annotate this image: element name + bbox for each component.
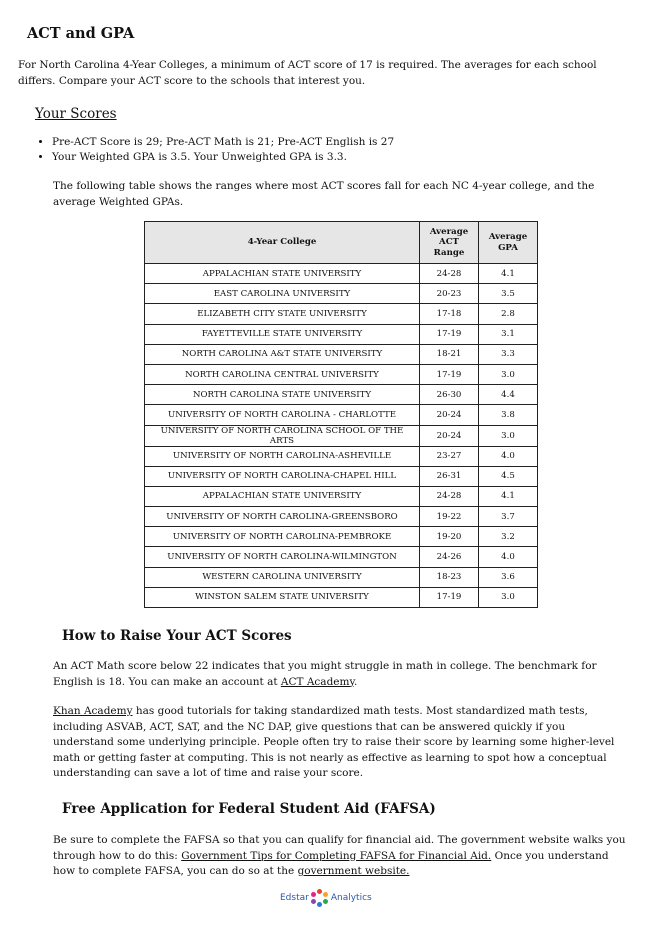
logo-brand-left: Edstar (280, 893, 309, 903)
college-name-cell: NORTH CAROLINA CENTRAL UNIVERSITY (145, 364, 420, 384)
act-range-cell: 17-19 (420, 324, 479, 344)
act-range-cell: 23-27 (420, 446, 479, 466)
act-range-cell: 19-20 (420, 527, 479, 547)
table-row (145, 405, 538, 425)
table-body (145, 264, 538, 608)
college-name-cell: UNIVERSITY OF NORTH CAROLINA-GREENSBORO (145, 507, 420, 527)
gpa-cell: 2.8 (479, 304, 538, 324)
college-name-cell: UNIVERSITY OF NORTH CAROLINA - CHARLOTTE (145, 405, 420, 425)
college-name-cell: UNIVERSITY OF NORTH CAROLINA-CHAPEL HILL (145, 466, 420, 486)
college-name-cell: UNIVERSITY OF NORTH CAROLINA SCHOOL OF THE ARTS (145, 425, 420, 446)
fafsa-heading: Free Application for Federal Student Aid (FAFSA) (62, 801, 436, 817)
table-row (145, 567, 538, 587)
header-act-range: Average ACT Range (420, 222, 479, 264)
college-name-cell: EAST CAROLINA UNIVERSITY (145, 284, 420, 304)
gpa-cell: 3.6 (479, 567, 538, 587)
score-item-gpa: • Your Weighted GPA is 3.5. Your Unweighted GPA is 3.3. (52, 150, 394, 165)
table-row (145, 324, 538, 344)
khan-academy-link[interactable]: Khan Academy (53, 705, 133, 717)
act-range-cell: 26-30 (420, 385, 479, 405)
act-range-cell: 20-24 (420, 425, 479, 446)
logo-brand-right: Analytics (330, 893, 372, 903)
table-row (145, 446, 538, 466)
act-range-cell: 26-31 (420, 466, 479, 486)
table-intro-text: The following table shows the ranges where most ACT scores fall for each NC 4-year college, and the average Weighted GPAs. (53, 180, 595, 208)
fafsa-text: Be sure to complete the FAFSA so that you can qualify for financial aid. The government website walks you through how to do this: (53, 834, 626, 862)
table-row (145, 364, 538, 384)
raise-p1-end: . (354, 675, 358, 688)
table-row (145, 344, 538, 364)
college-name-cell: WINSTON SALEM STATE UNIVERSITY (145, 587, 420, 607)
logo-dots-icon (311, 889, 329, 907)
college-name-cell: NORTH CAROLINA A&T STATE UNIVERSITY (145, 344, 420, 364)
act-range-cell: 17-18 (420, 304, 479, 324)
table-row (145, 466, 538, 486)
gpa-cell: 4.5 (479, 466, 538, 486)
table-row (145, 304, 538, 324)
scores-list (34, 135, 394, 165)
college-name-cell: ELIZABETH CITY STATE UNIVERSITY (145, 304, 420, 324)
fafsa-paragraph (53, 833, 628, 880)
act-range-cell: 17-19 (420, 587, 479, 607)
table-row (145, 527, 538, 547)
college-name-cell: UNIVERSITY OF NORTH CAROLINA-ASHEVILLE (145, 446, 420, 466)
table-row (145, 587, 538, 607)
table-header-row (145, 222, 538, 264)
college-name-cell: UNIVERSITY OF NORTH CAROLINA-WILMINGTON (145, 547, 420, 567)
act-range-cell: 24-28 (420, 486, 479, 506)
raise-act-heading: How to Raise Your ACT Scores (62, 628, 292, 644)
fafsa-tips-link[interactable]: Government Tips for Completing FAFSA for Financial Aid. (181, 849, 492, 862)
gpa-cell: 4.1 (479, 486, 538, 506)
raise-paragraph-1 (53, 659, 628, 690)
table-row (145, 486, 538, 506)
act-range-cell: 20-23 (420, 284, 479, 304)
gpa-cell: 3.0 (479, 364, 538, 384)
gpa-cell: 3.0 (479, 425, 538, 446)
act-range-cell: 18-23 (420, 567, 479, 587)
college-name-cell: APPALACHIAN STATE UNIVERSITY (145, 486, 420, 506)
act-range-cell: 19-22 (420, 507, 479, 527)
gpa-cell: 3.3 (479, 344, 538, 364)
your-scores-heading: Your Scores (35, 106, 117, 122)
header-gpa: Average GPA (479, 222, 538, 264)
act-gpa-heading: ACT and GPA (27, 25, 135, 42)
college-name-cell: NORTH CAROLINA STATE UNIVERSITY (145, 385, 420, 405)
edstar-logo (280, 889, 372, 907)
college-name-cell: APPALACHIAN STATE UNIVERSITY (145, 264, 420, 284)
gpa-cell: 3.0 (479, 587, 538, 607)
raise-p2-text: has good tutorials for taking standardized math tests. Most standardized math tests, including ASVAB, ACT, SAT, and the NC DAP, give questions that can be answered quickly if you understand some underlying principle. People often try to raise their score by learning some higher-level math or getting faster at computing. This is not nearly as effective as learning to spot how a conceptual understanding can save a lot of time and raise your score. (53, 705, 615, 779)
table-row (145, 547, 538, 567)
table-row (145, 264, 538, 284)
gpa-cell: 4.0 (479, 446, 538, 466)
header-college: 4-Year College (145, 222, 420, 264)
gpa-cell: 3.1 (479, 324, 538, 344)
act-intro-text: For North Carolina 4-Year Colleges, a minimum of ACT score of 17 is required. The averages for each school differs. Compare your ACT score to the schools that interest you. (18, 59, 597, 87)
raise-paragraph-2 (53, 704, 628, 782)
table-row (145, 284, 538, 304)
table-row (145, 507, 538, 527)
college-name-cell: UNIVERSITY OF NORTH CAROLINA-PEMBROKE (145, 527, 420, 547)
act-academy-link[interactable]: ACT Academy (280, 675, 355, 688)
gpa-cell: 4.4 (479, 385, 538, 405)
act-range-cell: 18-21 (420, 344, 479, 364)
score-item-preact: • Pre-ACT Score is 29; Pre-ACT Math is 21; Pre-ACT English is 27 (52, 135, 394, 150)
gpa-cell: 3.5 (479, 284, 538, 304)
act-range-cell: 17-19 (420, 364, 479, 384)
table-row (145, 425, 538, 446)
fafsa-mid-text: Once you understand how to complete FAFSA, you can do so at the (53, 849, 609, 877)
act-range-cell: 24-26 (420, 547, 479, 567)
gpa-cell: 4.0 (479, 547, 538, 567)
college-name-cell: FAYETTEVILLE STATE UNIVERSITY (145, 324, 420, 344)
college-table (144, 221, 538, 608)
act-range-cell: 24-28 (420, 264, 479, 284)
gpa-cell: 3.2 (479, 527, 538, 547)
raise-p1-text: An ACT Math score below 22 indicates that you might struggle in math in college. The benchmark for English is 18. You can make an account at (53, 660, 597, 688)
gpa-cell: 3.7 (479, 507, 538, 527)
government-website-link[interactable]: government website. (297, 865, 410, 877)
act-range-cell: 20-24 (420, 405, 479, 425)
table-row (145, 385, 538, 405)
college-name-cell: WESTERN CAROLINA UNIVERSITY (145, 567, 420, 587)
gpa-cell: 3.8 (479, 405, 538, 425)
gpa-cell: 4.1 (479, 264, 538, 284)
